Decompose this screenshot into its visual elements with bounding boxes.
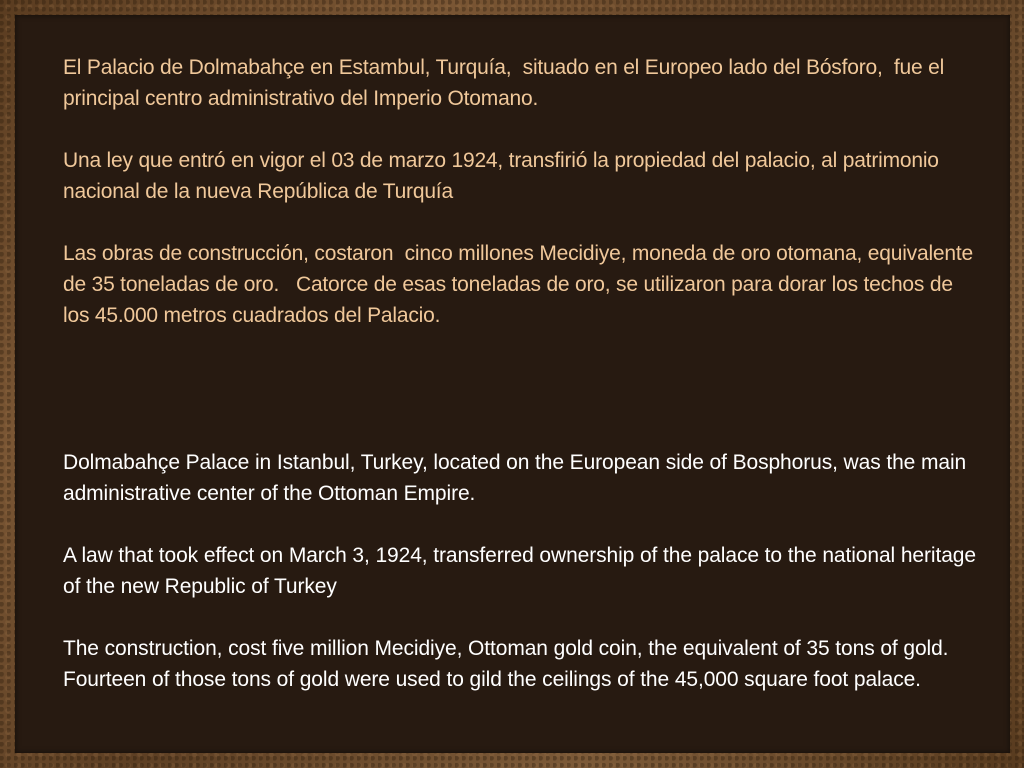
spanish-text-block	[63, 52, 983, 331]
spanish-paragraph-1: El Palacio de Dolmabahçe en Estambul, Turquía, situado en el Europeo lado del Bósforo, fue el principal centro administrativo del Imperio Otomano.	[63, 56, 950, 110]
english-paragraph-2: A law that took effect on March 3, 1924, transferred ownership of the palace to the national heritage of the new Republic of Turkey	[63, 544, 982, 598]
english-text-block	[63, 447, 983, 695]
spanish-paragraph-3: Las obras de construcción, costaron cinco millones Mecidiye, moneda de oro otomana, equivalente de 35 toneladas de oro. Catorce de esas toneladas de oro, se utilizaron para dorar los techos de los 45.000 metros cuadrados del Palacio.	[63, 242, 979, 327]
english-paragraph-1: Dolmabahçe Palace in Istanbul, Turkey, located on the European side of Bosphorus, was the main administrative center of the Ottoman Empire.	[63, 451, 972, 505]
slide-panel	[15, 15, 1010, 753]
english-paragraph-3: The construction, cost five million Mecidiye, Ottoman gold coin, the equivalent of 35 tons of gold. Fourteen of those tons of gold were used to gild the ceilings of the 45,000 square foot palace.	[63, 637, 955, 691]
spanish-paragraph-2: Una ley que entró en vigor el 03 de marzo 1924, transfirió la propiedad del palacio, al patrimonio nacional de la nueva República de Turquía	[63, 149, 945, 203]
